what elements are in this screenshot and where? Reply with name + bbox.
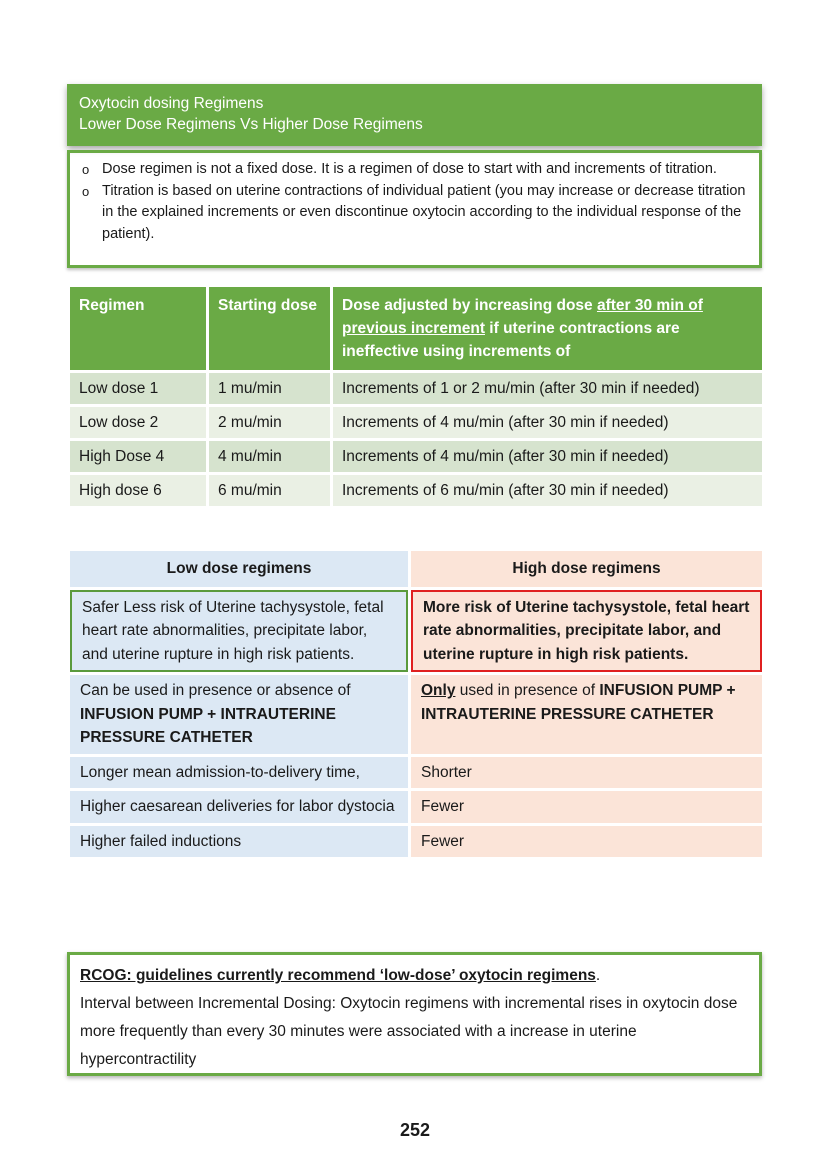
comparison-header [70,551,762,587]
table-row [70,441,762,472]
cell-start: 6 mu/min [209,475,330,506]
cell-high-admission: Shorter [411,757,762,789]
section-header [67,84,762,146]
header-regimen: Regimen [70,287,206,370]
cell-low-risk: Safer Less risk of Uterine tachysystole, fetal heart rate abnormalities, precipitate labor, and uterine rupture in high risk patients. [70,590,408,673]
cell-regimen: Low dose 1 [70,373,206,404]
table-row [70,373,762,404]
table-row [70,826,762,858]
note-item: o Dose regimen is not a fixed dose. It is a regimen of dose to start with and increments of titration. [80,159,747,181]
cell-increment: Increments of 4 mu/min (after 30 min if needed) [333,407,762,438]
rcog-body: Interval between Incremental Dosing: Oxytocin regimens with incremental rises in oxytocin dose more frequently than every 30 minutes were associated with a increase in uterine hypercontractility [80,995,738,1068]
cell-regimen: High dose 6 [70,475,206,506]
cell-high-caesarean: Fewer [411,791,762,823]
header-low-dose: Low dose regimens [70,551,408,587]
page-number: 252 [399,1120,431,1140]
table-row [70,757,762,789]
header-dose-adjusted: Dose adjusted by increasing dose after 30 min of previous increment if uterine contractions are ineffective using increments of [333,287,762,370]
header-high-dose: High dose regimens [411,551,762,587]
regimen-table [67,284,765,509]
cell-increment: Increments of 4 mu/min (after 30 min if needed) [333,441,762,472]
comparison-table [67,548,765,860]
header-subtitle: Lower Dose Regimens Vs Higher Dose Regimens [79,116,423,133]
cell-high-equipment: Only used in presence of INFUSION PUMP + INTRAUTERINE PRESSURE CATHETER [411,675,762,754]
cell-low-admission: Longer mean admission-to-delivery time, [70,757,408,789]
cell-start: 1 mu/min [209,373,330,404]
cell-start: 2 mu/min [209,407,330,438]
cell-low-equipment: Can be used in presence or absence of INFUSION PUMP + INTRAUTERINE PRESSURE CATHETER [70,675,408,754]
cell-increment: Increments of 1 or 2 mu/min (after 30 min if needed) [333,373,762,404]
cell-regimen: High Dose 4 [70,441,206,472]
note-item: o Titration is based on uterine contractions of individual patient (you may increase or decrease titration in the explained increments or even discontinue oxytocin according to the individual response of the patient). [80,181,747,246]
cell-start: 4 mu/min [209,441,330,472]
cell-increment: Increments of 6 mu/min (after 30 min if needed) [333,475,762,506]
table-row [70,675,762,754]
cell-low-inductions: Higher failed inductions [70,826,408,858]
header-starting-dose: Starting dose [209,287,330,370]
cell-low-caesarean: Higher caesarean deliveries for labor dystocia [70,791,408,823]
cell-high-inductions: Fewer [411,826,762,858]
regimen-table-header [70,287,762,370]
notes-box [67,150,762,268]
table-row [70,407,762,438]
table-row [70,475,762,506]
table-row [70,791,762,823]
rcog-box [67,952,762,1076]
table-row [70,590,762,673]
header-title: Oxytocin dosing Regimens [79,95,264,112]
notes-list [80,159,747,245]
cell-high-risk: More risk of Uterine tachysystole, fetal heart rate abnormalities, precipitate labor, and uterine rupture in high risk patients. [411,590,762,673]
rcog-title: RCOG: guidelines currently recommend ‘low-dose’ oxytocin regimens. [80,967,601,984]
cell-regimen: Low dose 2 [70,407,206,438]
